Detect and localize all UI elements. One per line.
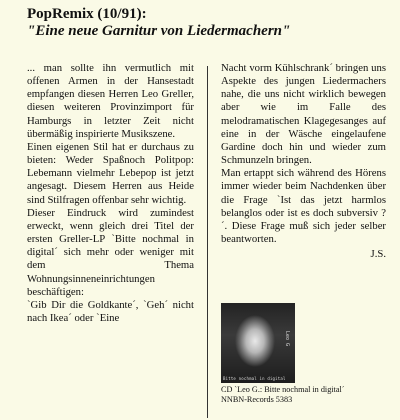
column-divider	[207, 66, 208, 418]
article-column-right	[221, 62, 386, 261]
album-cover-image	[221, 303, 295, 383]
paragraph-question: Man ertappt sich während des Hörens immer wieder beim Nachdenken über die Frage `Ist das jetzt harmlos belanglos oder ist es doch subversiv ?´. Diese Frage muß sich jeder selber beantworten.	[221, 167, 386, 246]
article-source: PopRemix (10/91):	[27, 6, 147, 22]
paragraph-impression: Dieser Eindruck wird zumindest erweckt, wenn gleich drei Titel der ersten Greller-LP `Bitte nochmal in digital´ sich mehr oder weniger mit dem Thema Wohnungsinneneinrichtungen beschäftigen:	[27, 206, 194, 298]
author-signature: J.S.	[370, 248, 386, 261]
article-header	[27, 6, 397, 40]
cd-label: CD `Leo G.: Bitte nochmal in digital´	[221, 385, 345, 394]
article-headline: "Eine neue Garnitur von Liedermachern"	[27, 23, 291, 39]
paragraph-intro: ... man sollte ihn vermutlich mit offenen Armen in der Hansestadt empfangen diesen Herren Leo Greller, diesen weiteren Provinzimport für Hamburgs in letzter Zeit nicht übermäßig inspirierte Musikszene.	[27, 62, 194, 140]
album-cover-sidetext: Leo G	[284, 331, 290, 347]
album-cover-caption: Bitte nochmal in digital	[223, 376, 286, 381]
article-column-left	[27, 62, 194, 325]
cd-label-line2: NNBN-Records 5383	[221, 395, 293, 404]
paragraph-continuation: Nacht vorm Kühlschrank´ bringen uns Aspekte des jungen Liedermachers nahe, die uns nicht wirklich bewegen aber wie im Falle des melodramatischen Klagegesanges auf eine in der Wäsche eingelaufene Gardine doch hin und wieder zum Schmunzeln bringen.	[221, 62, 386, 167]
paragraph-style: Einen eigenen Stil hat er durchaus zu bieten: Weder Spaßnoch Politpop: Lebemann vielmehr Lebepop ist jetzt angesagt. Diesem Herren aus Heide sind Stilfragen offenbar sehr wichtig.	[27, 140, 194, 206]
cd-info	[221, 385, 396, 405]
paragraph-titles: `Gib Dir die Goldkante´, `Geh´ nicht nach Ikea´ oder `Eine	[27, 298, 194, 324]
